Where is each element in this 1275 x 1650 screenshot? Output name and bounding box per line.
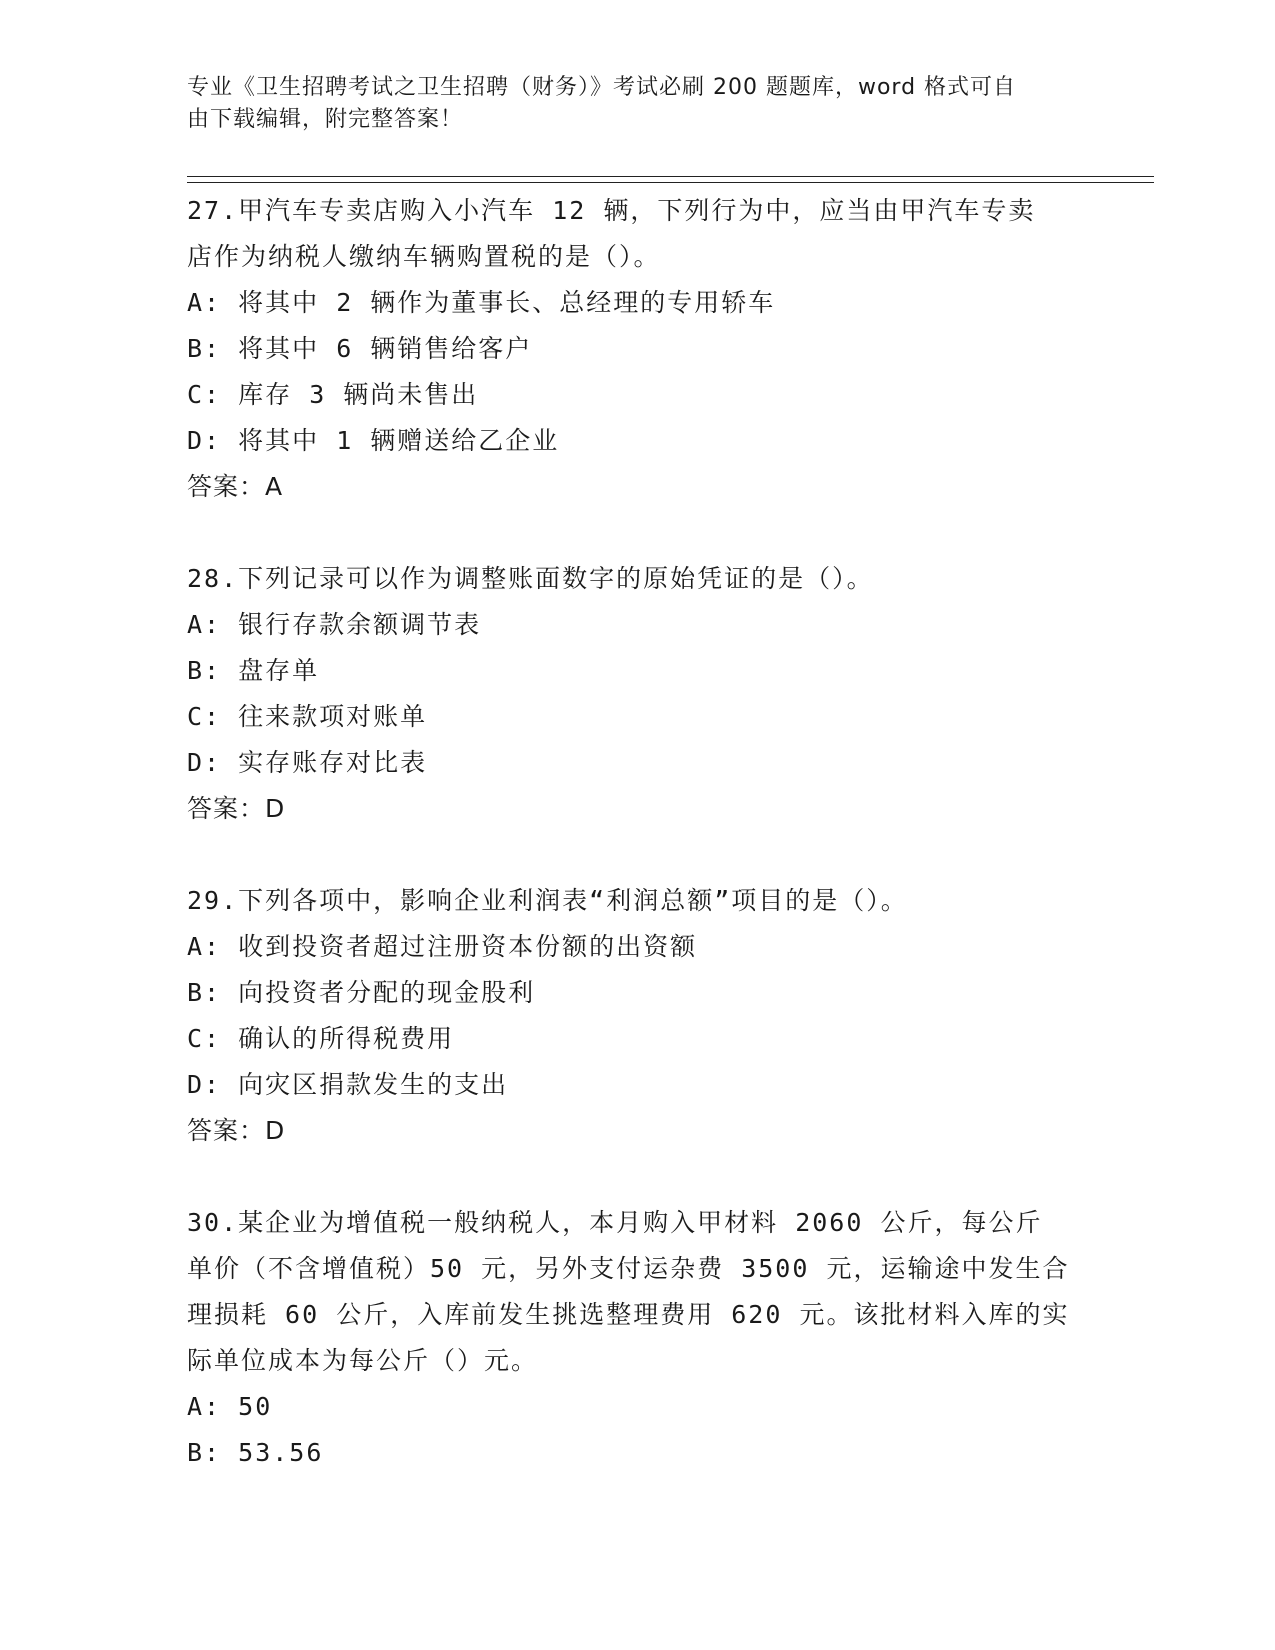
header-line-2: 由下载编辑，附完整答案！ [187,107,464,132]
stem-line: 29.下列各项中，影响企业利润表“利润总额”项目的是（）。 [187,886,908,915]
option-d: D: 将其中 1 辆赠送给乙企业 [187,426,560,455]
option-a: A: 50 [187,1392,273,1421]
question-stem [187,188,1087,280]
question-list [187,188,1087,1522]
header-line-1: 专业《卫生招聘考试之卫生招聘（财务）》考试必刷 200 题题库，word 格式可自 [187,75,1017,100]
option-d: D: 向灾区捐款发生的支出 [187,1070,509,1099]
answer-label: 答案：D [187,1116,286,1145]
option-c: C: 往来款项对账单 [187,702,428,731]
stem-line: 28.下列记录可以作为调整账面数字的原始凭证的是（）。 [187,564,874,593]
question-28 [187,556,1087,832]
header-divider-top [187,176,1154,177]
question-27 [187,188,1087,510]
option-b: B: 将其中 6 辆销售给客户 [187,334,533,363]
answer-label: 答案：A [187,472,284,501]
question-29 [187,878,1087,1154]
stem-line: 27.甲汽车专卖店购入小汽车 12 辆，下列行为中，应当由甲汽车专卖 [187,196,1036,225]
question-stem [187,1200,1087,1384]
stem-line: 际单位成本为每公斤（）元。 [187,1346,539,1375]
stem-line: 30.某企业为增值税一般纳税人，本月购入甲材料 2060 公斤，每公斤 [187,1208,1043,1237]
option-c: C: 确认的所得税费用 [187,1024,455,1053]
option-a: A: 银行存款余额调节表 [187,610,482,639]
stem-line: 店作为纳税人缴纳车辆购置税的是（）。 [187,242,661,271]
question-stem [187,556,1087,602]
question-stem [187,878,1087,924]
option-b: B: 向投资者分配的现金股利 [187,978,536,1007]
option-b: B: 盘存单 [187,656,320,685]
header-divider-bottom [187,182,1154,183]
option-d: D: 实存账存对比表 [187,748,428,777]
stem-line: 理损耗 60 公斤，入库前发生挑选整理费用 620 元。该批材料入库的实 [187,1300,1070,1329]
option-c: C: 库存 3 辆尚未售出 [187,380,479,409]
question-30 [187,1200,1087,1476]
option-b: B: 53.56 [187,1438,324,1467]
stem-line: 单价（不含增值税）50 元，另外支付运杂费 3500 元，运输途中发生合 [187,1254,1070,1283]
option-a: A: 将其中 2 辆作为董事长、总经理的专用轿车 [187,288,776,317]
document-header [187,72,1067,136]
option-a: A: 收到投资者超过注册资本份额的出资额 [187,932,698,961]
answer-label: 答案：D [187,794,286,823]
